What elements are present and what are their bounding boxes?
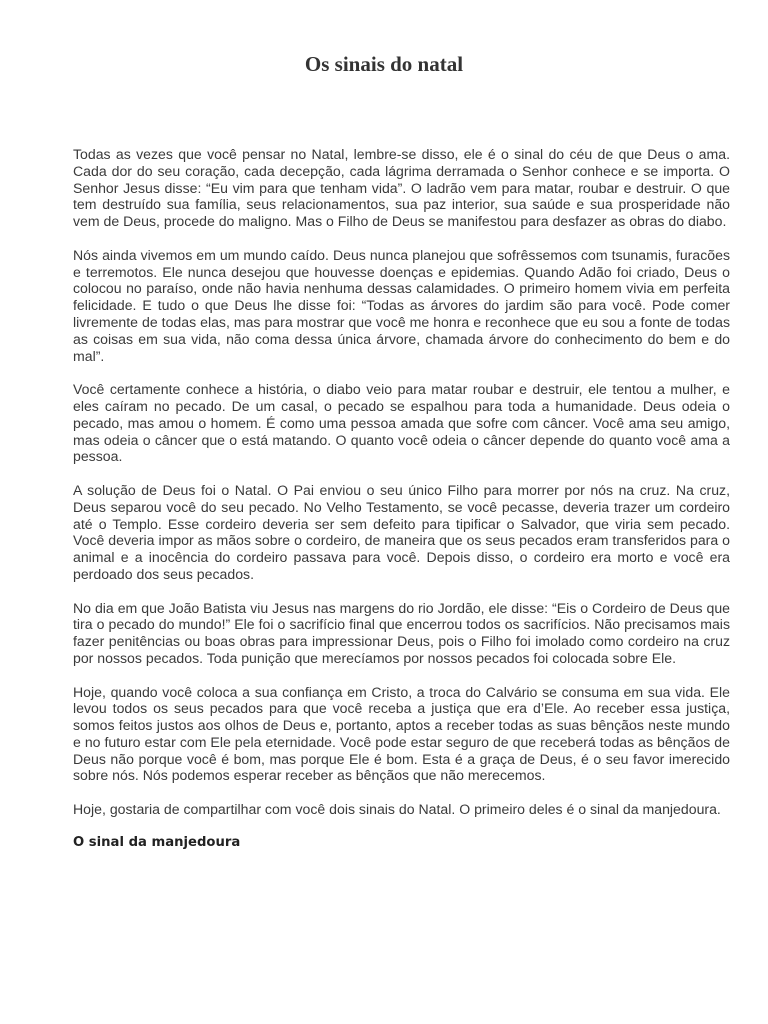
paragraph: Você certamente conhece a história, o diabo veio para matar roubar e destruir, ele tentou a mulher, e eles caíram no pecado. De um casal, o pecado se espalhou para toda a humanidade. Deus odeia o pecado, mas amou o homem. É como uma pessoa amada que sofre com câncer. Você ama seu amigo, mas odeia o câncer que o está matando. O quanto você odeia o câncer depende do quanto você ama a pessoa. [73,381,730,465]
document-body [73,146,730,868]
paragraph: Todas as vezes que você pensar no Natal, lembre-se disso, ele é o sinal do céu de que Deus o ama. Cada dor do seu coração, cada decepção, cada lágrima derramada o Senhor conhece e se importa. O Senhor Jesus disse: “Eu vim para que tenham vida”. O ladrão vem para matar, roubar e destruir. O que tem destruído sua família, seus relacionamentos, sua paz interior, sua saúde e sua prosperidade não vem de Deus, procede do maligno. Mas o Filho de Deus se manifestou para desfazer as obras do diabo. [73,146,730,230]
paragraph: No dia em que João Batista viu Jesus nas margens do rio Jordão, ele disse: “Eis o Cordeiro de Deus que tira o pecado do mundo!” Ele foi o sacrifício final que encerrou todos os sacrifícios. Não precisamos mais fazer penitências ou boas obras para impressionar Deus, pois o Filho foi imolado como cordeiro na cruz por nossos pecados. Toda punição que merecíamos por nossos pecados foi colocada sobre Ele. [73,599,730,666]
paragraph: Hoje, quando você coloca a sua confiança em Cristo, a troca do Calvário se consuma em sua vida. Ele levou todos os seus pecados para que você receba a justiça que era d’Ele. Ao receber essa justiça, somos feitos justos aos olhos de Deus e, portanto, aptos a receber todas as suas bênçãos neste mundo e no futuro estar com Ele pela eternidade. Você pode estar seguro de que receberá todas as bênçãos de Deus não porque você é bom, mas porque Ele é bom. Esta é a graça de Deus, é o seu favor imerecido sobre nós. Nós podemos esperar receber as bênçãos que não merecemos. [73,683,730,784]
paragraph: Nós ainda vivemos em um mundo caído. Deus nunca planejou que sofrêssemos com tsunamis, furacões e terremotos. Ele nunca desejou que houvesse doenças e epidemias. Quando Adão foi criado, Deus o colocou no paraíso, onde não havia nenhuma dessas calamidades. O primeiro homem vivia em perfeita felicidade. E tudo o que Deus lhe disse foi: “Todas as árvores do jardim são para você. Pode comer livremente de todas elas, mas para mostrar que você me honra e reconhece que eu sou a fonte de todas as coisas em sua vida, não coma dessa única árvore, chamada árvore do conhecimento do bem e do mal”. [73,246,730,364]
page-title: Os sinais do natal [304,52,464,76]
section-subheading: O sinal da manjedoura [73,834,241,850]
paragraph: Hoje, gostaria de compartilhar com você dois sinais do Natal. O primeiro deles é o sinal da manjedoura. [73,801,721,818]
paragraph: A solução de Deus foi o Natal. O Pai enviou o seu único Filho para morrer por nós na cruz. Na cruz, Deus separou você do seu pecado. No Velho Testamento, se você pecasse, deveria trazer um cordeiro até o Templo. Esse cordeiro deveria ser sem defeito para tipificar o Salvador, que viria sem pecado. Você deveria impor as mãos sobre o cordeiro, de maneira que os seus pecados eram transferidos para o animal e a inocência do cordeiro passava para você. Depois disso, o cordeiro era morto e você era perdoado dos seus pecados. [73,481,730,582]
